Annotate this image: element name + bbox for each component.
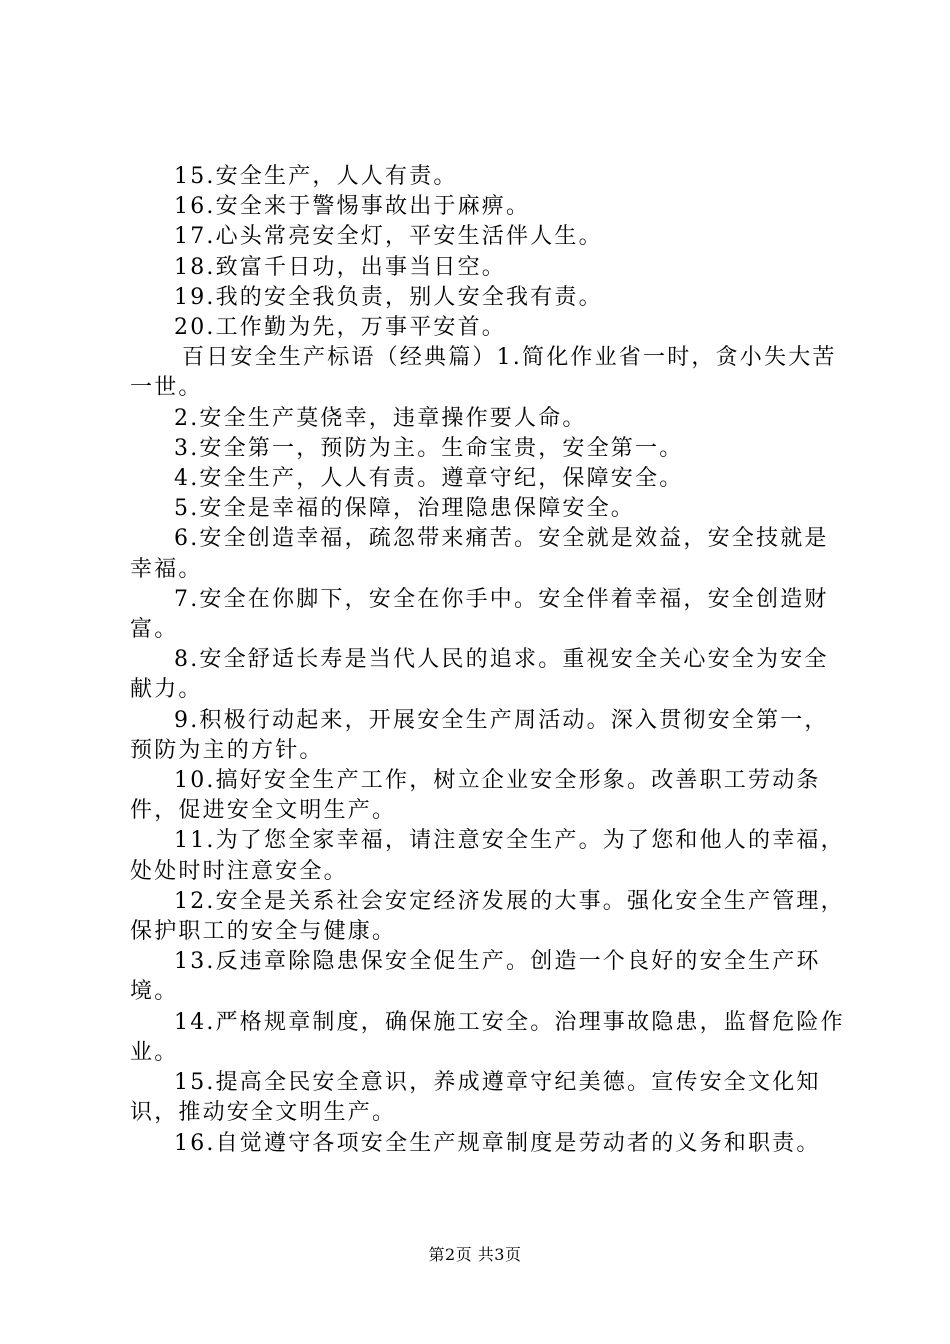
slogan-paragraph: 8.安全舒适长寿是当代人民的追求。重视安全关心安全为安全献力。 (130, 647, 829, 703)
slogan-paragraph: 18.致富千日功，出事当日空。 (174, 254, 506, 280)
slogan-paragraph: 4.安全生产，人人有责。遵章守纪，保障安全。 (174, 466, 684, 492)
slogan-paragraph: 16.安全来于警惕事故出于麻痹。 (174, 194, 531, 220)
slogan-paragraph: 11.为了您全家幸福，请注意安全生产。为了您和他人的幸福，处处时时注意安全。 (130, 828, 845, 884)
slogan-paragraph: 17.心头常亮安全灯，平安生活伴人生。 (174, 224, 603, 250)
slogan-paragraph: 3.安全第一，预防为主。生命宝贵，安全第一。 (174, 435, 684, 461)
section-heading-paragraph: 百日安全生产标语（经典篇）1.简化作业省一时，贪小失大苦一世。 (130, 345, 837, 401)
slogan-paragraph: 6.安全创造幸福，疏忽带来痛苦。安全就是效益，安全技就是幸福。 (130, 526, 829, 582)
slogan-paragraph: 13.反违章除隐患保安全促生产。创造一个良好的安全生产环境。 (130, 949, 821, 1005)
page-number-footer: 第2页 共3页 (428, 1245, 522, 1264)
slogan-paragraph: 7.安全在你脚下，安全在你手中。安全伴着幸福，安全创造财富。 (130, 586, 829, 643)
slogan-paragraph: 15.提高全民安全意识，养成遵章守纪美德。宣传安全文化知识，推动安全文明生产。 (130, 1070, 821, 1126)
document-body (130, 162, 850, 1159)
slogan-paragraph: 12.安全是关系社会安定经济发展的大事。强化安全生产管理，保护职工的安全与健康。 (130, 888, 845, 945)
slogan-paragraph: 20.工作勤为先，万事平安首。 (174, 315, 506, 341)
slogan-paragraph: 5.安全是幸福的保障，治理隐患保障安全。 (174, 496, 635, 522)
slogan-paragraph: 14.严格规章制度，确保施工安全。治理事故隐患，监督危险作业。 (130, 1009, 845, 1065)
slogan-paragraph: 2.安全生产莫侥幸，违章操作要人命。 (174, 405, 587, 431)
slogan-paragraph: 9.积极行动起来，开展安全生产周活动。深入贯彻安全第一，预防为主的方针。 (130, 707, 829, 763)
slogan-paragraph: 10.搞好安全生产工作，树立企业安全形象。改善职工劳动条件，促进安全文明生产。 (130, 768, 821, 824)
slogan-paragraph: 15.安全生产，人人有责。 (174, 164, 458, 189)
slogan-paragraph: 16.自觉遵守各项安全生产规章制度是劳动者的义务和职责。 (174, 1130, 821, 1156)
slogan-paragraph: 19.我的安全我负责，别人安全我有责。 (174, 284, 603, 310)
